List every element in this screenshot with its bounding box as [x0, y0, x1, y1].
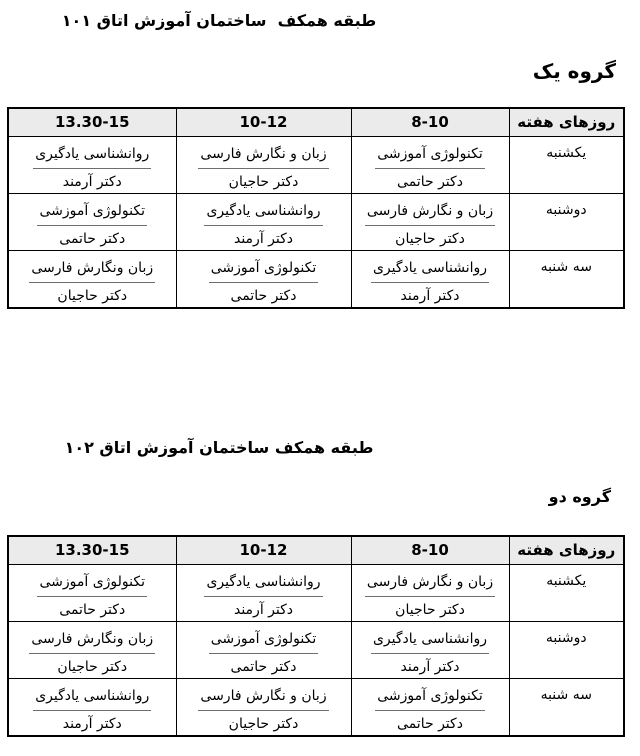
table-row-tuesday	[8, 250, 624, 308]
schedule-cell	[8, 678, 176, 736]
schedule-cell	[351, 621, 509, 678]
schedule-cell	[176, 678, 351, 736]
days-of-week-header: روزهای هفته	[509, 536, 624, 564]
day-cell: یکشنبه	[509, 564, 624, 621]
instructor-name: دکتر حاجیان	[228, 173, 299, 190]
course-name: تکنولوژی آموزشی	[209, 627, 319, 654]
day-cell: یکشنبه	[509, 136, 624, 193]
schedule-cell	[8, 250, 176, 308]
schedule-cell	[176, 621, 351, 678]
time-header-label: 8-10	[411, 113, 449, 132]
course-name: روانشناسی یادگیری	[33, 142, 151, 169]
section1-title: طبقه همکف ساختمان آموزش اتاق ۱۰۱	[61, 11, 377, 30]
time-header-13.30-15	[8, 108, 176, 136]
day-cell: سه شنبه	[509, 250, 624, 308]
table-header-row	[8, 536, 624, 564]
table-row-tuesday	[8, 678, 624, 736]
instructor-name: دکتر حاتمی	[59, 601, 126, 618]
section1-group-label: گروه یک	[532, 59, 616, 83]
table-row-monday	[8, 193, 624, 250]
time-header-label: 13.30-15	[54, 113, 130, 132]
days-of-week-header: روزهای هفته	[509, 108, 624, 136]
course-name: روانشناسی یادگیری	[204, 570, 322, 597]
instructor-name: دکتر حاجیان	[395, 230, 465, 247]
schedule-cell	[351, 250, 509, 308]
course-name: زبان و نگارش فارسی	[198, 142, 328, 169]
course-name: روانشناسی یادگیری	[371, 627, 489, 654]
schedule-table-group1	[7, 107, 625, 309]
schedule-cell	[176, 193, 351, 250]
instructor-name: دکتر حاجیان	[57, 658, 128, 675]
schedule-cell	[351, 564, 509, 621]
instructor-name: دکتر حاتمی	[397, 715, 463, 732]
schedule-cell	[8, 564, 176, 621]
time-header-label: 10-12	[239, 541, 288, 560]
course-name: تکنولوژی آموزشی	[375, 684, 485, 711]
schedule-cell	[351, 193, 509, 250]
course-name: زبان و نگارش فارسی	[365, 570, 495, 597]
time-header-label: 8-10	[411, 541, 449, 560]
course-name: روانشناسی یادگیری	[371, 256, 489, 283]
instructor-name: دکتر حاتمی	[230, 658, 297, 675]
course-name: روانشناسی یادگیری	[33, 684, 151, 711]
instructor-name: دکتر حاجیان	[228, 715, 299, 732]
schedule-cell	[351, 678, 509, 736]
section2-title: طبقه همکف ساختمان آموزش اتاق ۱۰۲	[64, 438, 374, 457]
course-name: زبان و نگارش فارسی	[198, 684, 328, 711]
schedule-cell	[351, 136, 509, 193]
instructor-name: دکتر آرمند	[400, 658, 460, 675]
time-header-label: 13.30-15	[54, 541, 130, 560]
instructor-name: دکتر حاتمی	[397, 173, 463, 190]
time-header-8-10	[351, 108, 509, 136]
instructor-name: دکتر آرمند	[233, 230, 294, 247]
schedule-cell	[176, 250, 351, 308]
course-name: زبان و نگارش فارسی	[365, 199, 495, 226]
time-header-label: 10-12	[239, 113, 288, 132]
course-name: زبان ونگارش فارسی	[29, 256, 155, 283]
instructor-name: دکتر آرمند	[400, 287, 460, 304]
course-name: تکنولوژی آموزشی	[375, 142, 485, 169]
day-cell: دوشنبه	[509, 193, 624, 250]
table-row-sunday	[8, 564, 624, 621]
course-name: زبان ونگارش فارسی	[29, 627, 155, 654]
day-cell: دوشنبه	[509, 621, 624, 678]
time-header-10-12	[176, 536, 351, 564]
instructor-name: دکتر حاتمی	[59, 230, 126, 247]
course-name: روانشناسی یادگیری	[204, 199, 322, 226]
schedule-cell	[176, 564, 351, 621]
section2-group-label: گروه دو	[548, 487, 611, 506]
instructor-name: دکتر آرمند	[233, 601, 294, 618]
instructor-name: دکتر حاجیان	[395, 601, 465, 618]
instructor-name: دکتر حاتمی	[230, 287, 297, 304]
table-header-row	[8, 108, 624, 136]
time-header-8-10	[351, 536, 509, 564]
instructor-name: دکتر آرمند	[62, 173, 122, 190]
course-name: تکنولوژی آموزشی	[37, 199, 147, 226]
time-header-13.30-15	[8, 536, 176, 564]
schedule-cell	[8, 193, 176, 250]
course-name: تکنولوژی آموزشی	[37, 570, 147, 597]
schedule-table-group2	[7, 535, 625, 737]
table-row-sunday	[8, 136, 624, 193]
instructor-name: دکتر آرمند	[62, 715, 122, 732]
time-header-10-12	[176, 108, 351, 136]
schedule-cell	[176, 136, 351, 193]
schedule-cell	[8, 621, 176, 678]
table-row-monday	[8, 621, 624, 678]
instructor-name: دکتر حاجیان	[57, 287, 128, 304]
day-cell: سه شنبه	[509, 678, 624, 736]
course-name: تکنولوژی آموزشی	[209, 256, 319, 283]
schedule-cell	[8, 136, 176, 193]
